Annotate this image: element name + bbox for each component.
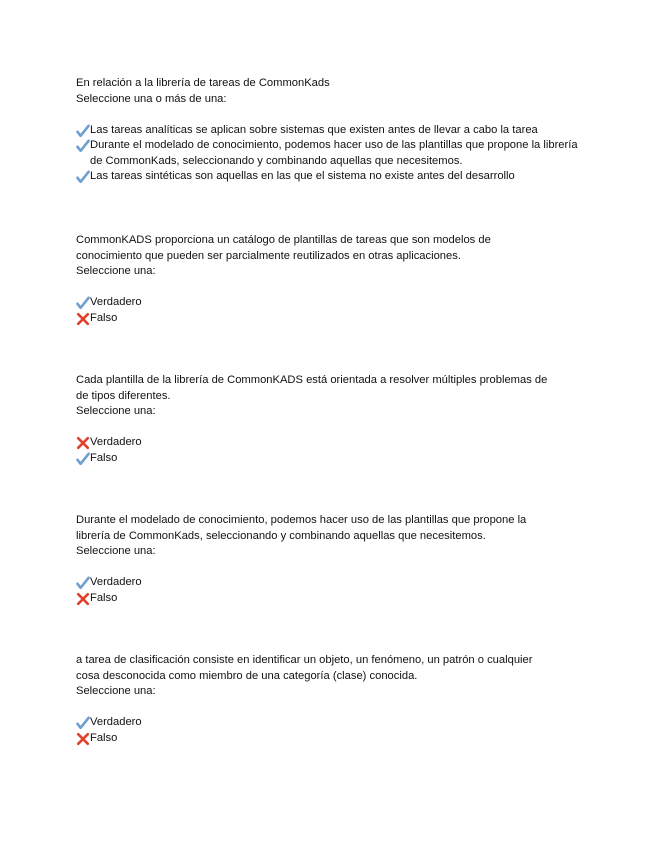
- answer-option-text: Las tareas sintéticas son aquellas en las que el sistema no existe antes del desarrollo: [90, 170, 515, 182]
- question-text-line: cosa desconocida como miembro de una categoría (clase) conocida.: [76, 669, 418, 682]
- question-text-line: Cada plantilla de la librería de CommonKADS está orientada a resolver múltiples problemas de: [76, 374, 548, 386]
- answer-option: [76, 591, 526, 607]
- answer-option-text: Verdadero: [90, 716, 142, 728]
- question-instruction: Seleccione una:: [76, 545, 156, 557]
- cross-icon: [76, 732, 90, 746]
- check-icon: [76, 139, 90, 153]
- question-3: [76, 373, 547, 466]
- answer-option: [76, 311, 491, 327]
- question-text-line: CommonKADS proporciona un catálogo de plantillas de tareas que son modelos de: [76, 234, 491, 246]
- cross-icon: [76, 312, 90, 326]
- answer-option: [76, 295, 491, 311]
- question-text-line: En relación a la librería de tareas de CommonKads: [76, 77, 330, 89]
- question-instruction: Seleccione una:: [76, 405, 156, 417]
- question-1: [76, 76, 576, 185]
- answer-option: [76, 731, 533, 747]
- question-instruction: Seleccione una:: [76, 685, 156, 697]
- answer-option: [76, 138, 576, 169]
- question-text-line: librería de CommonKads, seleccionando y combinando aquellas que necesitemos.: [76, 529, 486, 542]
- answer-option-text: Verdadero: [90, 576, 142, 588]
- question-instruction: Seleccione una o más de una:: [76, 92, 227, 105]
- answer-option: [76, 123, 576, 139]
- answer-option-text: Falso: [90, 311, 118, 324]
- check-icon: [76, 124, 90, 138]
- question-5: [76, 653, 533, 746]
- question-instruction: Seleccione una:: [76, 265, 156, 277]
- question-text-line: a tarea de clasificación consiste en identificar un objeto, un fenómeno, un patrón o cualquier: [76, 654, 533, 666]
- check-icon: [76, 716, 90, 730]
- check-icon: [76, 170, 90, 184]
- answer-option-text: Falso: [90, 591, 118, 604]
- answer-option: [76, 575, 526, 591]
- answer-option: [76, 169, 576, 185]
- answer-option: [76, 435, 547, 451]
- check-icon: [76, 296, 90, 310]
- check-icon: [76, 576, 90, 590]
- answer-option-text: Falso: [90, 451, 118, 464]
- answer-option-text: Verdadero: [90, 436, 142, 448]
- answer-option-text: Falso: [90, 731, 118, 744]
- check-icon: [76, 452, 90, 466]
- question-text-line: Durante el modelado de conocimiento, podemos hacer uso de las plantillas que propone la: [76, 514, 527, 526]
- cross-icon: [76, 592, 90, 606]
- question-text-line: conocimiento que pueden ser parcialmente reutilizados en otras aplicaciones.: [76, 249, 461, 262]
- answer-option-text: Las tareas analíticas se aplican sobre sistemas que existen antes de llevar a cabo la tarea: [90, 123, 538, 136]
- answer-option: [76, 715, 533, 731]
- question-text-line: de tipos diferentes.: [76, 389, 171, 402]
- question-4: [76, 513, 526, 606]
- question-2: [76, 233, 491, 326]
- answer-option-text: Verdadero: [90, 296, 142, 308]
- answer-option-text: Durante el modelado de conocimiento, podemos hacer uso de las plantillas que propone la librería de CommonKads, seleccionando y combinando aquellas que necesitemos.: [90, 139, 578, 167]
- answer-option: [76, 451, 547, 467]
- cross-icon: [76, 436, 90, 450]
